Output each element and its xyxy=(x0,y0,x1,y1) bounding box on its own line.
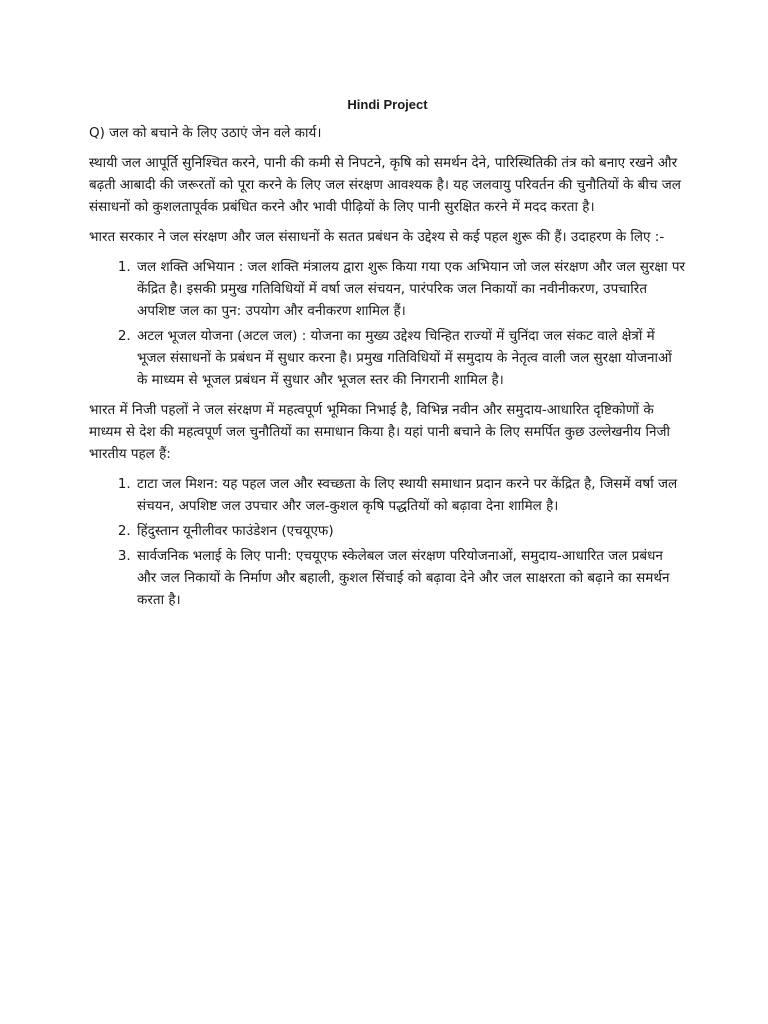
private-initiatives-list xyxy=(89,473,686,611)
list-item: 1. टाटा जल मिशन: यह पहल जल और स्वच्छता के लिए स्थायी समाधान प्रदान करने पर केंद्रित है, जिसमें वर्षा जल संचयन, अपशिष्ट जल उपचार और जल-कुशल कृषि पद्धतियों को बढ़ावा देना शामिल है। xyxy=(135,473,686,517)
list-item: 2. अटल भूजल योजना (अटल जल) : योजना का मुख्य उद्देश्य चिन्हित राज्यों में चुनिंदा जल संकट वाले क्षेत्रों में भूजल संसाधनों के प्रबंधन में सुधार करना है। प्रमुख गतिविधियों में समुदाय के नेतृत्व वाली जल सुरक्षा योजनाओं के माध्यम से भूजल प्रबंधन में सुधार और भूजल स्तर की निगरानी शामिल है। xyxy=(135,325,686,391)
private-paragraph: भारत में निजी पहलों ने जल संरक्षण में महत्वपूर्ण भूमिका निभाई है, विभिन्न नवीन और समुदाय-आधारित दृष्टिकोणों के माध्यम से देश की महत्वपूर्ण जल चुनौतियों का समाधान किया है। यहां पानी बचाने के लिए समर्पित कुछ उल्लेखनीय निजी भारतीय पहल हैं: xyxy=(89,402,671,462)
list-item: 3. सार्वजनिक भलाई के लिए पानी: एचयूएफ स्केलेबल जल संरक्षण परियोजनाओं, समुदाय-आधारित जल प्रबंधन और जल निकायों के निर्माण और बहाली, कुशल सिंचाई को बढ़ावा देने और जल साक्षरता को बढ़ाने का समर्थन करता है। xyxy=(135,545,686,611)
document-title: Hindi Project xyxy=(347,97,428,112)
list-item: 1. जल शक्ति अभियान : जल शक्ति मंत्रालय द्वारा शुरू किया गया एक अभियान जो जल संरक्षण और जल सुरक्षा पर केंद्रित है। इसकी प्रमुख गतिविधियों में वर्षा जल संचयन, पारंपरिक जल निकायों का नवीनीकरण, उपचारित अपशिष्ट जल का पुन: उपयोग और वनीकरण शामिल हैं। xyxy=(135,256,686,322)
government-initiatives-list xyxy=(89,256,686,391)
intro-paragraph: स्थायी जल आपूर्ति सुनिश्चित करने, पानी की कमी से निपटने, कृषि को समर्थन देने, पारिस्थितिकी तंत्र को बनाए रखने और बढ़ती आबादी की जरूरतों को पूरा करने के लिए जल संरक्षण आवश्यक है। यह जलवायु परिवर्तन की चुनौतियों के बीच जल संसाधनों को कुशलतापूर्वक प्रबंधित करने और भावी पीढ़ियों के लिए पानी सुरक्षित करने में मदद करता है। xyxy=(89,155,681,215)
question-text: Q) जल को बचाने के लिए उठाएं जेन वले कार्य। xyxy=(89,125,322,141)
government-paragraph: भारत सरकार ने जल संरक्षण और जल संसाधनों के सतत प्रबंधन के उद्देश्य से कई पहल शुरू की हैं। उदाहरण के लिए :- xyxy=(89,229,665,245)
list-item: 2. हिंदुस्तान यूनीलीवर फाउंडेशन (एचयूएफ) xyxy=(135,520,686,542)
